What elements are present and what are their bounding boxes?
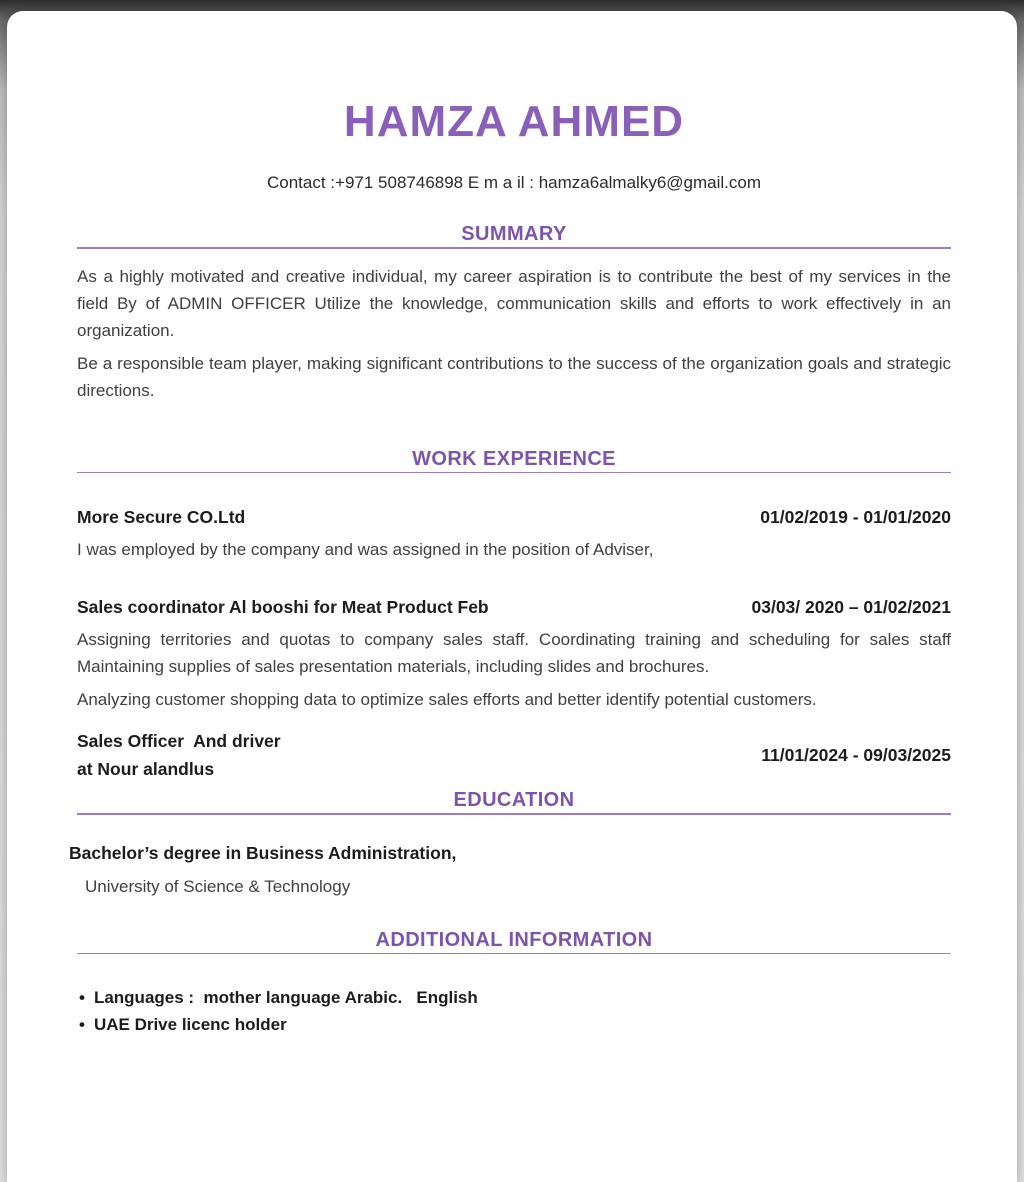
summary-rule bbox=[77, 247, 951, 249]
job-description: Analyzing customer shopping data to optimize sales efforts and better identify potential customers. bbox=[77, 690, 817, 709]
job-title: at Nour alandlus bbox=[77, 759, 215, 779]
list-item-text: Languages : mother language Arabic. English bbox=[93, 988, 478, 1007]
education-degree: Bachelor’s degree in Business Administration, bbox=[69, 842, 457, 863]
job-header-row bbox=[77, 597, 951, 618]
summary-heading-label: SUMMARY bbox=[461, 223, 567, 245]
job-dates: 03/03/ 2020 – 01/02/2021 bbox=[751, 597, 951, 617]
job-entry bbox=[77, 597, 951, 713]
education-heading-label: EDUCATION bbox=[453, 789, 575, 811]
contact-line: Contact :+971 508746898 E m a il : hamza6almalky6@gmail.com bbox=[267, 173, 761, 192]
list-item bbox=[79, 1011, 951, 1038]
resume-header bbox=[77, 97, 951, 193]
additional-list bbox=[77, 984, 951, 1038]
work-rule bbox=[77, 472, 951, 474]
summary-paragraph: Be a responsible team player, making significant contributions to the success of the organization goals and strategic directions. bbox=[77, 353, 951, 400]
bullet-icon bbox=[79, 984, 85, 1011]
work-heading-label: WORK EXPERIENCE bbox=[412, 447, 616, 470]
job-title: More Secure CO.Ltd bbox=[77, 507, 246, 527]
resume-name: HAMZA AHMED bbox=[343, 97, 685, 146]
resume-page bbox=[7, 11, 1017, 1182]
section-additional-information bbox=[77, 929, 951, 1039]
job-title-block bbox=[77, 727, 281, 783]
job-entry bbox=[77, 507, 951, 563]
bullet-icon bbox=[79, 1011, 85, 1038]
job-header-row bbox=[77, 507, 951, 528]
education-heading bbox=[77, 789, 951, 815]
section-summary bbox=[77, 223, 951, 404]
education-school: University of Science & Technology bbox=[85, 876, 351, 896]
additional-rule bbox=[77, 953, 951, 955]
work-heading bbox=[77, 448, 951, 474]
section-education bbox=[69, 789, 951, 897]
additional-heading-label: ADDITIONAL INFORMATION bbox=[375, 928, 653, 951]
summary-paragraph: As a highly motivated and creative individual, my career aspiration is to contribute the best of my services in the field By of ADMIN OFFICER Utilize the knowledge, communication skills and efforts to work effectively in an organization. bbox=[77, 266, 951, 340]
job-dates: 01/02/2019 - 01/01/2020 bbox=[760, 507, 951, 527]
job-entry bbox=[77, 727, 951, 783]
summary-heading bbox=[77, 223, 951, 249]
education-rule bbox=[77, 813, 951, 815]
job-dates: 11/01/2024 - 09/03/2025 bbox=[761, 744, 951, 765]
additional-heading bbox=[77, 929, 951, 955]
section-work-experience bbox=[77, 448, 951, 784]
list-item-text: UAE Drive licenc holder bbox=[93, 1015, 287, 1034]
job-title: Sales coordinator Al booshi for Meat Product Feb bbox=[77, 597, 489, 617]
job-title: Sales Officer And driver bbox=[77, 731, 281, 751]
job-description: Assigning territories and quotas to company sales staff. Coordinating training and scheduling for sales staff Maintaining supplies of sales presentation materials, including slides and brochures. bbox=[77, 630, 951, 676]
job-description: I was employed by the company and was assigned in the position of Adviser, bbox=[77, 540, 654, 559]
list-item bbox=[79, 984, 951, 1011]
